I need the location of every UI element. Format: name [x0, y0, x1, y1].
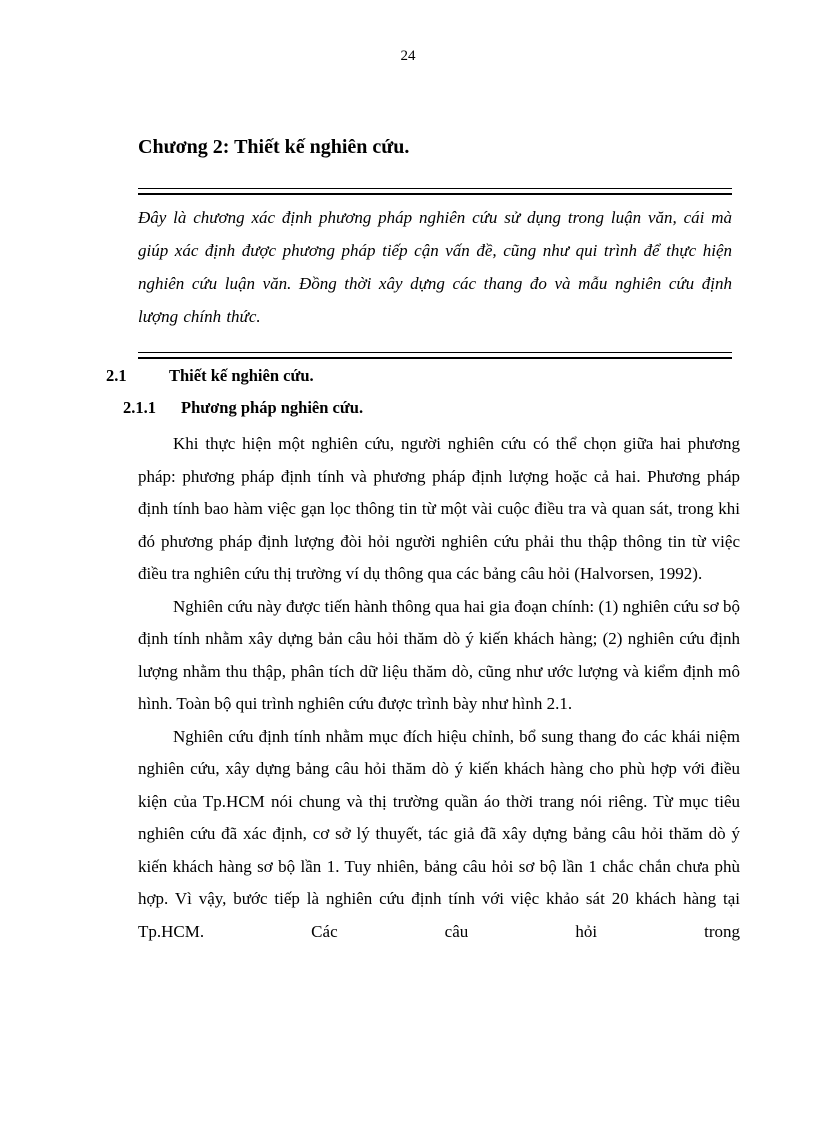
bottom-double-rule — [138, 352, 732, 359]
paragraph-1: Khi thực hiện một nghiên cứu, người nghiên cứu có thể chọn giữa hai phương pháp: phương pháp định tính và phương pháp định lượng hoặc cả hai. Phương pháp định tính bao hàm việc gạn lọc thông tin từ một vài cuộc điều tra và quan sát, trong khi đó phương pháp định lượng đòi hỏi người nghiên cứu phải thu thập thông tin từ việc điều tra nghiên cứu thị trường ví dụ thông qua các bảng câu hỏi (Halvorsen, 1992). — [138, 434, 740, 583]
page-number: 24 — [400, 48, 416, 64]
paragraph-2: Nghiên cứu này được tiến hành thông qua hai gia đoạn chính: (1) nghiên cứu sơ bộ định tính nhằm xây dựng bản câu hỏi thăm dò ý kiến khách hàng; (2) nghiên cứu định lượng nhằm thu thập, phân tích dữ liệu thăm dò, cũng như ước lượng và kiểm định mô hình. Toàn bộ qui trình nghiên cứu được trình bày như hình 2.1. — [138, 596, 740, 713]
top-double-rule — [138, 188, 732, 195]
section-title: Thiết kế nghiên cứu. — [169, 366, 314, 385]
section-heading — [106, 366, 314, 386]
subsection-title: Phương pháp nghiên cứu. — [181, 398, 364, 417]
subsection-heading — [123, 398, 363, 418]
section-number: 2.1 — [106, 366, 127, 385]
chapter-abstract: Đây là chương xác định phương pháp nghiên cứu sử dụng trong luận văn, cái mà giúp xác định được phương pháp tiếp cận vấn đề, cũng như qui trình để thực hiện nghiên cứu luận văn. Đồng thời xây dựng các thang đo và mẫu nghiên cứu định lượng chính thức. — [138, 208, 732, 326]
chapter-title: Chương 2: Thiết kế nghiên cứu. — [138, 136, 410, 158]
paragraph-3: Nghiên cứu định tính nhằm mục đích hiệu chỉnh, bổ sung thang đo các khái niệm nghiên cứu, xây dựng bảng câu hỏi thăm dò ý kiến khách hàng cho phù hợp với điều kiện của Tp.HCM nói chung và thị trường quần áo thời trang nói riêng. Từ mục tiêu nghiên cứu đã xác định, cơ sở lý thuyết, tác giả đã xây dựng bảng câu hỏi thăm dò ý kiến khách hàng sơ bộ lần 1. Tuy nhiên, bảng câu hỏi sơ bộ lần 1 chắc chắn chưa phù hợp. Vì vậy, bước tiếp là nghiên cứu định tính với việc khảo sát 20 khách hàng tại Tp.HCM. Các câu hỏi trong — [138, 726, 740, 941]
subsection-number: 2.1.1 — [123, 398, 156, 417]
body-text — [138, 428, 740, 948]
